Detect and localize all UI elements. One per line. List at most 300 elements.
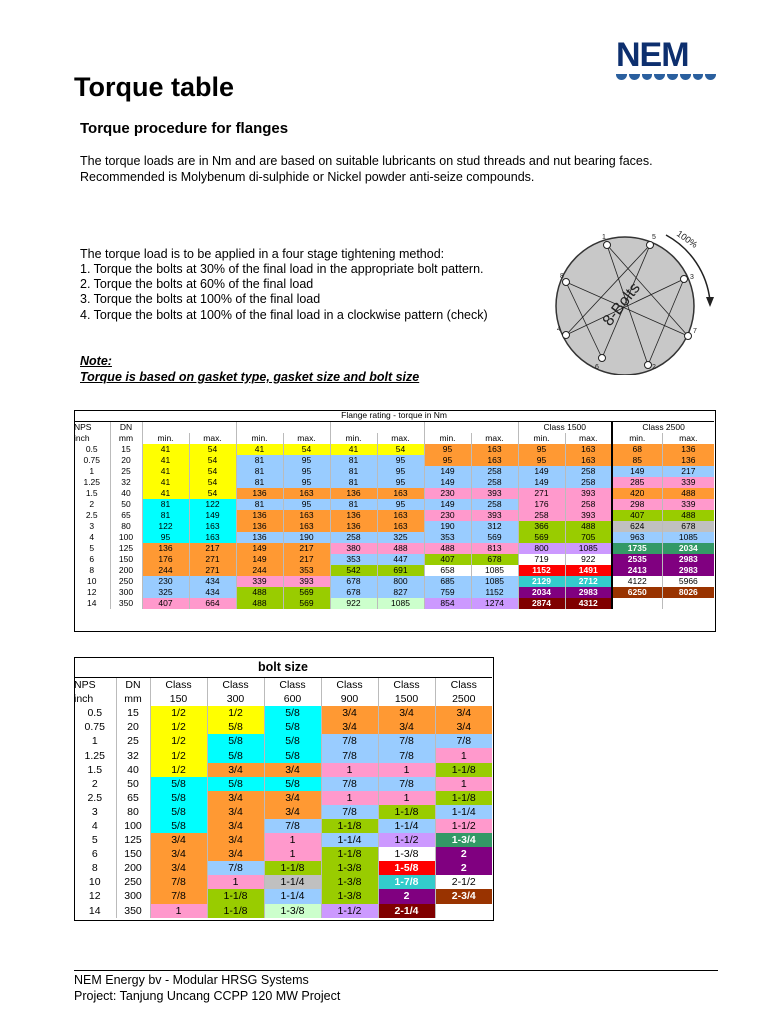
torque-value: 258 <box>471 466 518 477</box>
dn-cell: 25 <box>110 466 142 477</box>
nps-cell: 1.25 <box>83 477 101 487</box>
bolt-hole <box>645 362 652 369</box>
bolt-size-value: 5/8 <box>207 777 264 791</box>
bolt-size-value: 5/8 <box>150 819 207 833</box>
bolt-size-value: 3/4 <box>435 706 492 720</box>
bolt-size-value: 7/8 <box>378 734 435 748</box>
torque-value: 298 <box>612 499 662 510</box>
dn-cell: 15 <box>110 444 142 455</box>
bolt-size-value: 1-1/8 <box>321 819 378 833</box>
table-row <box>74 477 714 488</box>
nps-cell: 12 <box>88 890 101 903</box>
torque-value: 136 <box>236 521 283 532</box>
bolt-size-value: 5/8 <box>150 777 207 791</box>
torque-value: 149 <box>518 466 565 477</box>
torque-value: 339 <box>236 576 283 587</box>
torque-value: 705 <box>565 532 612 543</box>
torque-value: 434 <box>189 576 236 587</box>
nps-cell: 3 <box>91 805 98 818</box>
torque-value: 176 <box>518 499 565 510</box>
bolt-size-value: 3/4 <box>150 833 207 847</box>
torque-value: 163 <box>565 444 612 455</box>
company-logo <box>616 38 716 82</box>
bolt-size-value: 3/4 <box>207 763 264 777</box>
torque-value: 81 <box>142 510 189 521</box>
header-max: max. <box>283 433 330 444</box>
torque-value: 407 <box>142 598 189 609</box>
dn-cell: 25 <box>116 734 150 748</box>
table-row <box>74 904 492 918</box>
bolt-size-value: 7/8 <box>264 819 321 833</box>
torque-value: 149 <box>236 554 283 565</box>
bolt-hole <box>604 242 611 249</box>
bolt-number: 7 <box>693 328 697 335</box>
torque-value: 136 <box>236 488 283 499</box>
torque-value: 81 <box>142 499 189 510</box>
step-4: 4. Torque the bolts at 100% of the final load in a clockwise pattern (check) <box>80 308 488 322</box>
bolt-size-value: 1 <box>150 904 207 918</box>
table-row <box>74 554 714 565</box>
header-mm: mm <box>116 692 150 706</box>
bolt-size-value: 1-1/4 <box>435 805 492 819</box>
torque-value: 41 <box>142 455 189 466</box>
nps-cell: 2.5 <box>85 510 98 520</box>
bolt-size-value: 7/8 <box>150 875 207 889</box>
torque-value: 488 <box>424 543 471 554</box>
dn-cell: 200 <box>110 565 142 576</box>
torque-value: 569 <box>471 532 518 543</box>
torque-value: 2712 <box>565 576 612 587</box>
bolt-size-value: 5/8 <box>207 748 264 762</box>
dn-cell: 350 <box>116 904 150 918</box>
header-min: min. <box>330 433 377 444</box>
header-class-word: Class <box>321 678 378 693</box>
dn-cell: 125 <box>110 543 142 554</box>
page-title: Torque table <box>74 72 235 102</box>
torque-value: 827 <box>377 587 424 598</box>
bolt-size-value: 3/4 <box>207 791 264 805</box>
header-min: min. <box>236 433 283 444</box>
torque-value: 81 <box>236 455 283 466</box>
torque-value: 136 <box>142 543 189 554</box>
intro-line-1: The torque loads are in Nm and are based on suitable lubricants on stud threads and nut bearing faces. <box>80 154 653 168</box>
torque-value: 149 <box>424 499 471 510</box>
torque-value: 41 <box>330 444 377 455</box>
torque-value: 136 <box>662 444 714 455</box>
torque-value: 163 <box>189 521 236 532</box>
dn-cell: 100 <box>116 819 150 833</box>
bolt-size-value: 1-1/8 <box>435 763 492 777</box>
torque-value: 258 <box>565 499 612 510</box>
bolt-number: 8 <box>560 273 564 280</box>
torque-value: 1085 <box>565 543 612 554</box>
bolt-size-value: 3/4 <box>321 720 378 734</box>
header-max: max. <box>471 433 518 444</box>
torque-value: 1085 <box>471 565 518 576</box>
torque-value: 136 <box>236 510 283 521</box>
bolt-size-value: 3/4 <box>321 706 378 720</box>
torque-value: 488 <box>662 488 714 499</box>
header-class-word: Class <box>378 678 435 693</box>
torque-value: 800 <box>377 576 424 587</box>
bolt-size-value: 1-3/4 <box>435 833 492 847</box>
torque-value: 271 <box>189 565 236 576</box>
nps-cell: 10 <box>88 876 101 889</box>
torque-value: 258 <box>565 477 612 488</box>
torque-value: 393 <box>283 576 330 587</box>
bolt-size-value: 5/8 <box>150 805 207 819</box>
torque-value: 353 <box>330 554 377 565</box>
header-min: min. <box>612 433 662 444</box>
torque-value: 54 <box>189 455 236 466</box>
bolt-size-value: 2 <box>435 861 492 875</box>
torque-value: 5966 <box>662 576 714 587</box>
table-row <box>74 861 492 875</box>
diagram-percent: 100% <box>674 228 700 250</box>
torque-value: 488 <box>236 587 283 598</box>
step-1: 1. Torque the bolts at 30% of the final load in the appropriate bolt pattern. <box>80 262 484 276</box>
bolt-size-value: 1-1/4 <box>378 819 435 833</box>
bolt-size-value: 5/8 <box>264 706 321 720</box>
torque-value: 258 <box>565 466 612 477</box>
table-row <box>74 565 714 576</box>
bolt-size-value: 5/8 <box>264 734 321 748</box>
nps-cell: 2 <box>89 499 95 509</box>
bolt-size-value: 3/4 <box>207 805 264 819</box>
dn-cell: 80 <box>110 521 142 532</box>
header-min: min. <box>142 433 189 444</box>
nps-cell: 0.75 <box>83 455 101 465</box>
torque-value: 95 <box>377 455 424 466</box>
torque-value: 488 <box>236 598 283 609</box>
table-row <box>74 532 714 543</box>
torque-value: 190 <box>424 521 471 532</box>
header-class-150: 150 <box>150 692 207 706</box>
note-label: Note: <box>80 354 112 368</box>
header-class-900: 900 <box>321 692 378 706</box>
logo-wordmark: NEM <box>616 36 689 74</box>
table-row <box>74 510 714 521</box>
bolt-size-value: 3/4 <box>207 819 264 833</box>
header-max: max. <box>565 433 612 444</box>
torque-value: 1152 <box>471 587 518 598</box>
table-row <box>74 777 492 791</box>
torque-value: 380 <box>330 543 377 554</box>
bolt-hole <box>599 355 606 362</box>
torque-value: 41 <box>142 444 189 455</box>
bolt-hole <box>685 333 692 340</box>
torque-value: 149 <box>236 543 283 554</box>
bolt-size-value: 1 <box>207 875 264 889</box>
bolt-size-value: 1-1/2 <box>435 819 492 833</box>
bolt-size-value: 7/8 <box>435 734 492 748</box>
torque-value: 149 <box>424 477 471 488</box>
table-row <box>74 598 714 609</box>
nps-cell: 14 <box>87 598 97 608</box>
bolt-size-value: 1-1/8 <box>264 861 321 875</box>
section-subtitle: Torque procedure for flanges <box>80 120 289 137</box>
bolt-size-value: 1/2 <box>150 763 207 777</box>
dn-cell: 200 <box>116 861 150 875</box>
header-class-word: Class <box>207 678 264 693</box>
torque-value: 569 <box>518 532 565 543</box>
torque-value: 95 <box>377 499 424 510</box>
torque-value: 95 <box>283 477 330 488</box>
nps-cell: 8 <box>89 565 95 575</box>
bolt-number: 3 <box>690 274 694 281</box>
torque-value: 685 <box>424 576 471 587</box>
bolt-size-value: 2-3/4 <box>435 889 492 903</box>
torque-value: 271 <box>518 488 565 499</box>
nps-cell: 2.5 <box>87 791 103 804</box>
torque-value: 54 <box>377 444 424 455</box>
bolt-size-value: 1-7/8 <box>378 875 435 889</box>
dn-cell: 250 <box>110 576 142 587</box>
bolt-size-value: 3/4 <box>264 805 321 819</box>
torque-value: 678 <box>662 521 714 532</box>
intro-line-2: Recommended is Molybenum di-sulphide or Nickel powder anti-seize compounds. <box>80 170 535 184</box>
bolt-size-value: 7/8 <box>321 748 378 762</box>
bolt-size-value: 7/8 <box>150 889 207 903</box>
table-row <box>74 889 492 903</box>
torque-value: 122 <box>189 499 236 510</box>
torque-value: 149 <box>612 466 662 477</box>
torque-value: 2129 <box>518 576 565 587</box>
table-row <box>74 748 492 762</box>
dn-cell: 40 <box>110 488 142 499</box>
torque-value: 176 <box>142 554 189 565</box>
torque-table-body <box>74 410 714 609</box>
footer-rule <box>74 970 718 971</box>
torque-value: 1152 <box>518 565 565 576</box>
torque-value: 54 <box>189 444 236 455</box>
torque-value: 163 <box>471 455 518 466</box>
torque-value: 854 <box>424 598 471 609</box>
table-row <box>74 763 492 777</box>
table-row <box>74 543 714 554</box>
torque-value: 41 <box>142 488 189 499</box>
torque-value: 759 <box>424 587 471 598</box>
torque-value: 353 <box>283 565 330 576</box>
torque-value: 1085 <box>662 532 714 543</box>
bolt-size-value: 3/4 <box>378 706 435 720</box>
bolt-size-value: 1 <box>321 763 378 777</box>
torque-value: 230 <box>424 488 471 499</box>
torque-value: 136 <box>330 510 377 521</box>
dn-cell: 50 <box>110 499 142 510</box>
nps-cell: 3 <box>89 521 95 531</box>
torque-value: 230 <box>142 576 189 587</box>
header-inch: inch <box>74 693 94 706</box>
dn-cell: 125 <box>116 833 150 847</box>
nps-cell: 0.75 <box>84 721 105 734</box>
torque-value: 244 <box>142 565 189 576</box>
bolt-size-value: 1-3/8 <box>264 904 321 918</box>
torque-value: 41 <box>142 477 189 488</box>
nps-cell: 1.5 <box>85 488 98 498</box>
header-mm: mm <box>110 433 142 444</box>
torque-value: 271 <box>189 554 236 565</box>
bolt-number: 2 <box>652 364 656 371</box>
dn-cell: 20 <box>116 720 150 734</box>
bolt-size-value: 1-1/8 <box>435 791 492 805</box>
header-nps: NPS <box>74 422 110 434</box>
table-row <box>74 833 492 847</box>
torque-value: 41 <box>236 444 283 455</box>
table-row <box>74 720 492 734</box>
header-max: max. <box>189 433 236 444</box>
bolt-hole <box>563 332 570 339</box>
nps-cell: 8 <box>91 862 98 875</box>
torque-value: 163 <box>565 455 612 466</box>
bolt-size-value: 5/8 <box>264 777 321 791</box>
header-max: max. <box>662 433 714 444</box>
torque-value <box>662 598 714 609</box>
nps-cell: 6 <box>89 554 95 564</box>
header-class-word: Class <box>264 678 321 693</box>
torque-value: 691 <box>377 565 424 576</box>
table-row <box>74 734 492 748</box>
torque-value: 2034 <box>662 543 714 554</box>
torque-value: 81 <box>330 455 377 466</box>
dn-cell: 250 <box>116 875 150 889</box>
nps-cell: 10 <box>87 576 97 586</box>
header-dn: DN <box>116 678 150 693</box>
torque-value: 488 <box>662 510 714 521</box>
bolt-size-value: 1 <box>378 791 435 805</box>
dn-cell: 100 <box>110 532 142 543</box>
bolt-table-body <box>74 657 492 918</box>
torque-value: 922 <box>330 598 377 609</box>
torque-value: 136 <box>330 521 377 532</box>
torque-value: 678 <box>330 576 377 587</box>
table-row <box>74 466 714 477</box>
header-nps: NPS <box>74 679 96 692</box>
torque-value: 163 <box>377 488 424 499</box>
header-class-word: Class <box>150 678 207 693</box>
bolt-size-value: 3/4 <box>150 861 207 875</box>
bolt-size-value: 3/4 <box>207 847 264 861</box>
torque-value: 678 <box>471 554 518 565</box>
dn-cell: 20 <box>110 455 142 466</box>
bolt-size-value: 1-1/2 <box>321 904 378 918</box>
dn-cell: 32 <box>110 477 142 488</box>
bolt-size-value: 1 <box>435 777 492 791</box>
torque-value: 95 <box>424 455 471 466</box>
torque-value: 325 <box>142 587 189 598</box>
table-row <box>74 791 492 805</box>
torque-value: 217 <box>189 543 236 554</box>
torque-value: 285 <box>612 477 662 488</box>
torque-value: 2983 <box>662 565 714 576</box>
bolt-size-value: 7/8 <box>378 777 435 791</box>
bolt-pattern-diagram <box>548 215 723 375</box>
torque-value: 217 <box>283 543 330 554</box>
torque-value: 2535 <box>612 554 662 565</box>
torque-value: 163 <box>189 532 236 543</box>
table-row <box>74 587 714 598</box>
torque-value: 258 <box>471 499 518 510</box>
table-row <box>74 819 492 833</box>
step-3: 3. Torque the bolts at 100% of the final load <box>80 292 321 306</box>
torque-value: 95 <box>283 466 330 477</box>
bolt-size-value: 5/8 <box>207 720 264 734</box>
torque-value: 393 <box>565 488 612 499</box>
bolt-size-value: 1-3/8 <box>321 861 378 875</box>
torque-value: 1274 <box>471 598 518 609</box>
torque-value: 95 <box>377 477 424 488</box>
dn-cell: 80 <box>116 805 150 819</box>
torque-value: 658 <box>424 565 471 576</box>
torque-value <box>612 598 662 609</box>
torque-value: 2874 <box>518 598 565 609</box>
bolt-size-value: 1 <box>378 763 435 777</box>
header-inch: inch <box>74 433 90 443</box>
torque-value: 95 <box>518 444 565 455</box>
torque-value: 813 <box>471 543 518 554</box>
nps-cell: 4 <box>89 532 95 542</box>
bolt-size-value: 1/2 <box>207 706 264 720</box>
bolt-size-value: 2-1/4 <box>378 904 435 918</box>
bolt-size-value: 1/2 <box>150 706 207 720</box>
bolt-number: 1 <box>602 234 606 241</box>
torque-value: 163 <box>283 521 330 532</box>
bolt-size-table <box>74 657 492 918</box>
header-class-1500: 1500 <box>378 692 435 706</box>
bolt-number: 4 <box>557 326 561 333</box>
bolt-size-value: 7/8 <box>321 777 378 791</box>
torque-value: 353 <box>424 532 471 543</box>
nps-cell: 14 <box>88 904 101 917</box>
bolt-size-value: 7/8 <box>321 734 378 748</box>
header-class-600: 600 <box>264 692 321 706</box>
footer-company: NEM Energy bv - Modular HRSG Systems <box>74 973 309 987</box>
table-row <box>74 706 492 720</box>
nps-cell: 1 <box>91 735 98 748</box>
bolt-size-value: 1-1/8 <box>207 904 264 918</box>
torque-value: 339 <box>662 477 714 488</box>
torque-value: 95 <box>283 499 330 510</box>
torque-value: 2413 <box>612 565 662 576</box>
torque-value: 149 <box>518 477 565 488</box>
torque-value: 81 <box>330 477 377 488</box>
torque-table-title: Flange rating - torque in Nm <box>341 410 447 420</box>
step-2: 2. Torque the bolts at 60% of the final load <box>80 277 314 291</box>
bolt-size-value: 1-3/8 <box>321 875 378 889</box>
torque-value: 1735 <box>612 543 662 554</box>
bolt-size-value: 1 <box>264 847 321 861</box>
torque-value: 366 <box>518 521 565 532</box>
header-class-2500: 2500 <box>435 692 492 706</box>
bolt-size-value: 1 <box>264 833 321 847</box>
torque-value: 8026 <box>662 587 714 598</box>
nps-cell: 5 <box>91 834 98 847</box>
table-row <box>74 875 492 889</box>
bolt-size-value: 1-1/4 <box>264 889 321 903</box>
bolt-size-value: 1 <box>321 791 378 805</box>
torque-value: 258 <box>471 477 518 488</box>
torque-value: 447 <box>377 554 424 565</box>
bolt-size-value: 7/8 <box>207 861 264 875</box>
bolt-size-value: 1-1/8 <box>321 847 378 861</box>
torque-value: 4122 <box>612 576 662 587</box>
bolt-number: 6 <box>595 364 599 371</box>
torque-value: 95 <box>424 444 471 455</box>
dn-cell: 32 <box>116 748 150 762</box>
header-class-2500: Class 2500 <box>612 422 714 434</box>
bolt-size-value: 3/4 <box>378 720 435 734</box>
torque-value: 434 <box>189 587 236 598</box>
